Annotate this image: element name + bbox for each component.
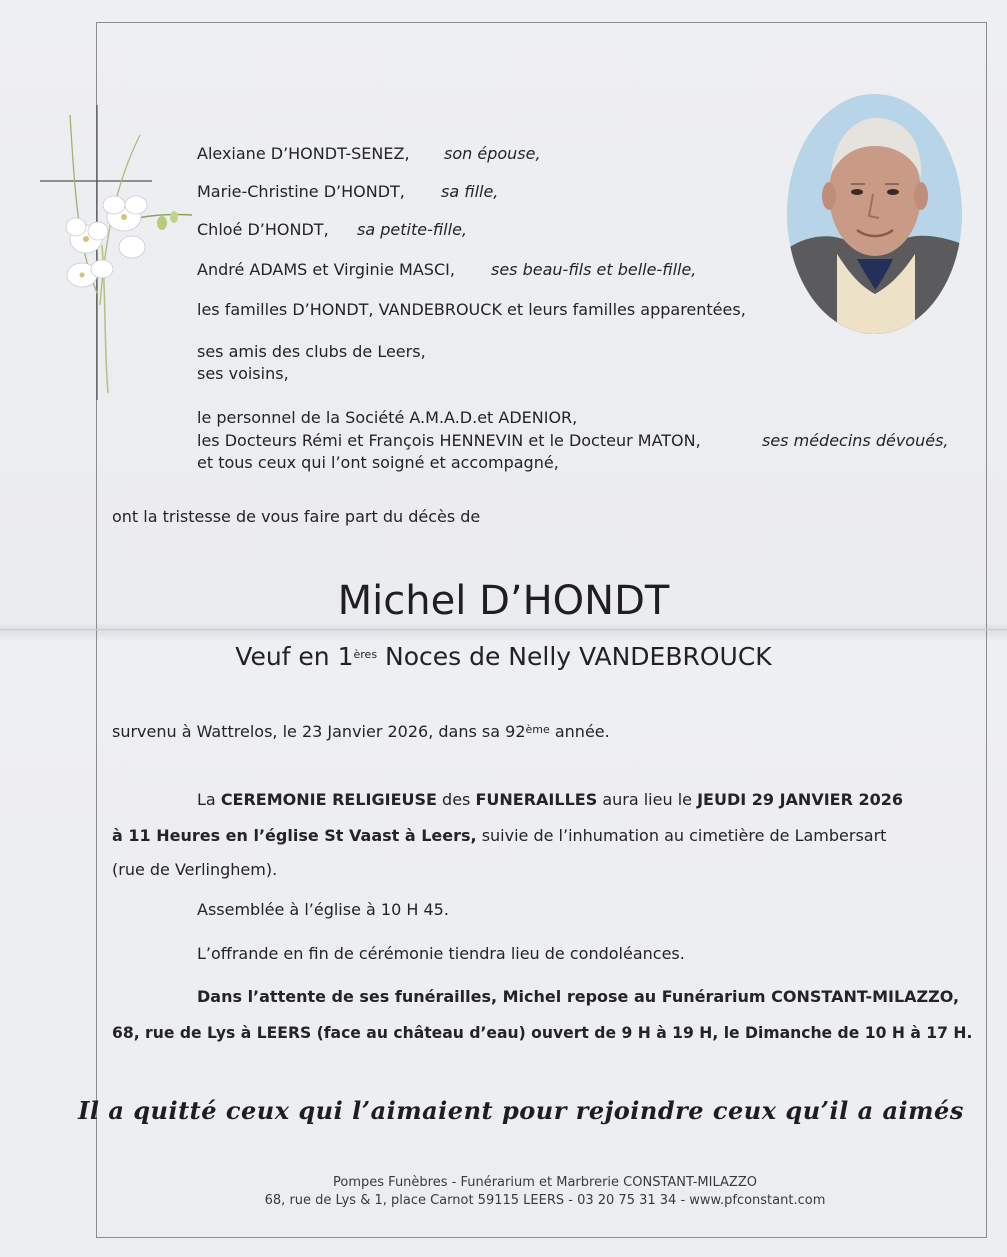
rest-line-1: Dans l’attente de ses funérailles, Michel repose au Funérarium CONSTANT-MILAZZO, — [197, 987, 960, 1006]
family-line-3-role: sa petite-fille, — [357, 220, 467, 239]
ceremony-line-3: (rue de Verlinghem). — [112, 860, 278, 879]
death-text-b: année. — [549, 722, 610, 741]
death-text-a: survenu à Wattrelos, le 23 Janvier 2026, dans sa 92 — [112, 722, 526, 741]
rest-line-2: 68, rue de Lys à LEERS (face au château d’eau) ouvert de 9 H à 19 H, le Dimanche de 10 H à 17 H. — [112, 1024, 973, 1042]
ceremony-p2-a: à 11 Heures en l’église St Vaast à Leers, — [112, 826, 477, 845]
family-line-5: les familles D’HONDT, VANDEBROUCK et leurs familles apparentées, — [197, 300, 746, 319]
family-line-10: et tous ceux qui l’ont soigné et accompagné, — [197, 453, 559, 472]
ceremony-line-1 — [197, 790, 903, 810]
family-line-8: le personnel de la Société A.M.A.D.et ADENIOR, — [197, 408, 578, 427]
death-sup: ème — [525, 723, 550, 736]
paper-fold-line — [0, 629, 1007, 630]
ceremony-p1-b: CEREMONIE RELIGIEUSE — [220, 790, 437, 809]
widower-text-b: Noces de Nelly VANDEBROUCK — [377, 642, 772, 671]
cross-orchid-icon — [40, 105, 210, 410]
family-line-7: ses voisins, — [197, 364, 289, 383]
family-line-2-name: Marie-Christine D’HONDT, — [197, 182, 405, 201]
family-line-1-name: Alexiane D’HONDT-SENEZ, — [197, 144, 410, 163]
footer-line-2: 68, rue de Lys & 1, place Carnot 59115 LEERS - 03 20 75 31 34 - www.pfconstant.com — [264, 1193, 826, 1208]
intro-text: ont la tristesse de vous faire part du décès de — [112, 507, 481, 526]
ceremony-p1-c: des — [436, 790, 476, 809]
ceremony-line-2 — [112, 826, 886, 846]
deceased-name: Michel D’HONDT — [337, 578, 670, 624]
family-line-1-role: son épouse, — [444, 144, 541, 163]
offering-text: L’offrande en fin de cérémonie tiendra lieu de condoléances. — [197, 944, 685, 963]
assembly-text: Assemblée à l’église à 10 H 45. — [197, 900, 449, 919]
ceremony-p1-e: aura lieu le — [597, 790, 698, 809]
widower-line — [0, 641, 1007, 673]
family-line-9-role: ses médecins dévoués, — [762, 431, 949, 450]
portrait-photo — [787, 94, 962, 334]
footer-line-1: Pompes Funèbres - Funérarium et Marbrerie CONSTANT-MILAZZO — [333, 1175, 757, 1190]
ceremony-p1-d: FUNERAILLES — [475, 790, 598, 809]
memorial-quote: Il a quitté ceux qui l’aimaient pour rejoindre ceux qu’il a aimés — [78, 1096, 964, 1125]
ceremony-p1-f: JEUDI 29 JANVIER 2026 — [697, 790, 904, 809]
ceremony-p2-b: suivie de l’inhumation au cimetière de Lambersart — [476, 826, 887, 845]
ceremony-p1-a: La — [197, 790, 221, 809]
family-line-4-role: ses beau-fils et belle-fille, — [491, 260, 697, 279]
widower-text-a: Veuf en 1 — [235, 642, 354, 671]
family-line-3-name: Chloé D’HONDT, — [197, 220, 329, 239]
family-line-2-role: sa fille, — [441, 182, 499, 201]
family-line-4-name: André ADAMS et Virginie MASCI, — [197, 260, 455, 279]
family-line-9-name: les Docteurs Rémi et François HENNEVIN et le Docteur MATON, — [197, 431, 701, 450]
widower-sup: ères — [353, 648, 378, 661]
family-line-6: ses amis des clubs de Leers, — [197, 342, 426, 361]
death-text — [112, 722, 610, 742]
